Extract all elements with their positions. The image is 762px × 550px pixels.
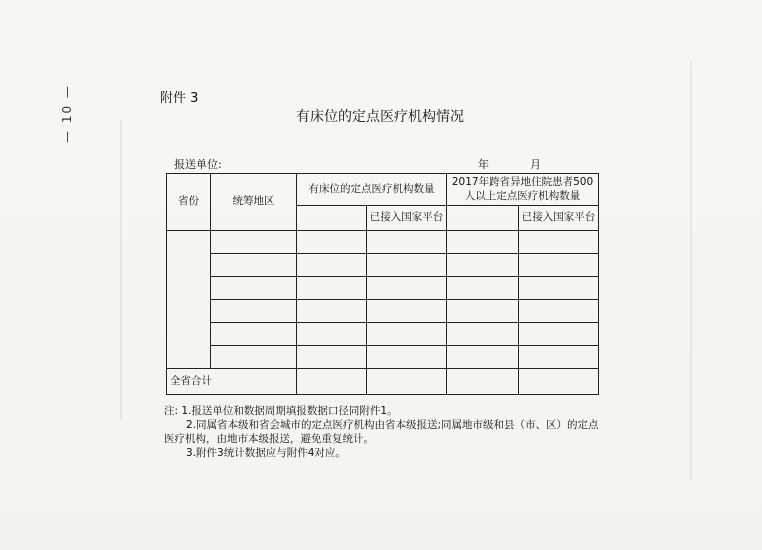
table-row (167, 300, 599, 323)
table-cell (447, 300, 519, 323)
table-cell (367, 231, 447, 254)
table-cell (297, 323, 367, 346)
col-header-bed-institutions: 有床位的定点医疗机构数量 (297, 174, 447, 206)
table-row (167, 277, 599, 300)
table-cell (297, 369, 367, 395)
report-month-label: 月 (530, 158, 541, 171)
note-line-3: 医疗机构，由地市本级报送，避免重复统计。 (164, 433, 374, 445)
table-cell (297, 254, 367, 277)
total-label: 全省合计 (167, 369, 297, 395)
note-line-1: 注: 1.报送单位和数据周期填报数据口径同附件1。 (164, 405, 398, 417)
table-cell (447, 231, 519, 254)
institutions-table (166, 173, 598, 395)
table-cell (447, 254, 519, 277)
total-row (167, 369, 599, 395)
notes-section (164, 404, 604, 460)
table-cell (297, 231, 367, 254)
col-header-region: 统筹地区 (211, 174, 297, 231)
table-cell (519, 231, 599, 254)
table-cell (211, 323, 297, 346)
table-row (167, 231, 599, 254)
report-unit-label: 报送单位: (174, 158, 222, 171)
table-cell (211, 277, 297, 300)
table-cell (519, 277, 599, 300)
report-year-label: 年 (478, 158, 489, 171)
table-cell (297, 346, 367, 369)
blank-subheader-cell (297, 206, 367, 231)
table-cell (297, 277, 367, 300)
table-cell (211, 231, 297, 254)
table-cell (211, 346, 297, 369)
table-cell (447, 369, 519, 395)
table-cell (519, 300, 599, 323)
attachment-label: 附件 3 (160, 91, 199, 106)
table-cell (367, 346, 447, 369)
document-title: 有床位的定点医疗机构情况 (296, 109, 464, 125)
table-cell (211, 254, 297, 277)
table-cell (447, 346, 519, 369)
table-row (167, 346, 599, 369)
province-cell (167, 231, 211, 369)
table-cell (519, 323, 599, 346)
table-cell (297, 300, 367, 323)
table-row (167, 254, 599, 277)
note-line-4: 3.附件3统计数据应与附件4对应。 (186, 447, 346, 459)
table-cell (447, 323, 519, 346)
table-cell (367, 300, 447, 323)
table-cell (367, 254, 447, 277)
table-cell (519, 369, 599, 395)
table-cell (519, 254, 599, 277)
blank-subheader-cell (447, 206, 519, 231)
table-cell (367, 369, 447, 395)
note-line-2: 2.同属省本级和省会城市的定点医疗机构由省本级报送;同属地市级和县（市、区）的定点 (186, 419, 599, 431)
col-subheader-connected-1: 已接入国家平台 (367, 206, 447, 231)
table-row (167, 323, 599, 346)
scan-artifact (120, 120, 122, 420)
table-cell (367, 323, 447, 346)
scan-artifact (690, 60, 692, 480)
table-cell (519, 346, 599, 369)
table-cell (367, 277, 447, 300)
col-header-cross-province: 2017年跨省异地住院患者500人以上定点医疗机构数量 (447, 174, 599, 206)
table-cell (211, 300, 297, 323)
page-number: — 10 — (60, 84, 74, 144)
table-cell (447, 277, 519, 300)
header-row-1 (167, 174, 599, 206)
col-header-province: 省份 (167, 174, 211, 231)
col-subheader-connected-2: 已接入国家平台 (519, 206, 599, 231)
